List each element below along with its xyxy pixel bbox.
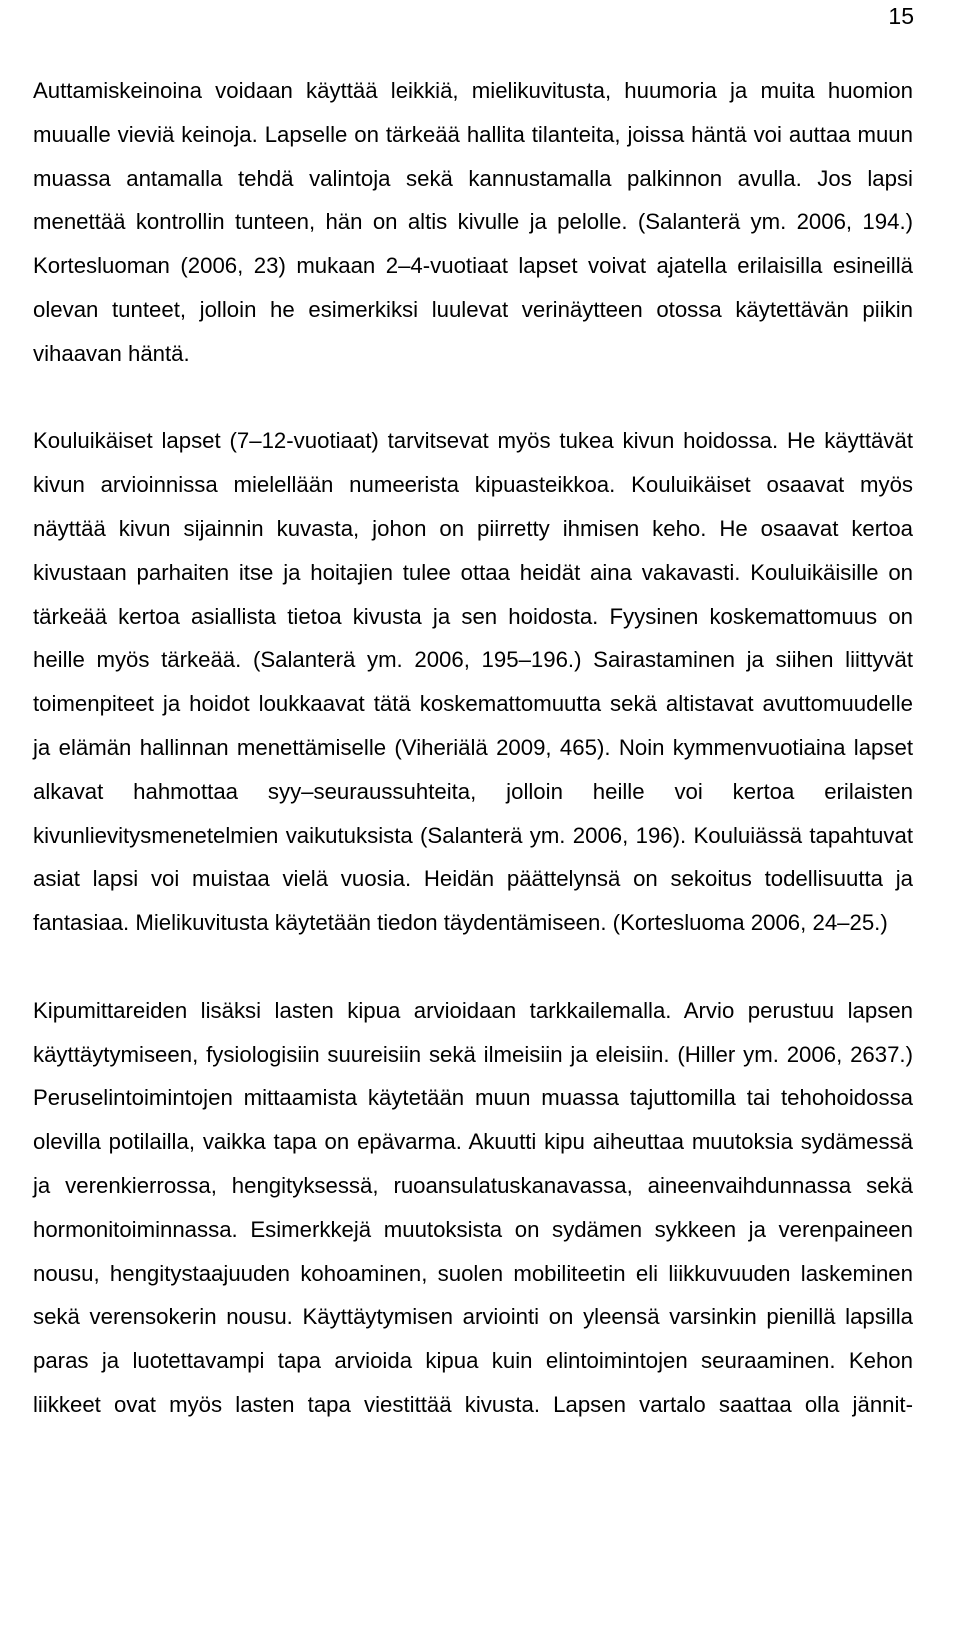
paragraph-gap	[33, 376, 913, 420]
paragraph-3: Kipumittareiden lisäksi lasten kipua arvioidaan tarkkailemalla. Arvio perustuu lapsen käyttäytymiseen, fysiologisiin suureisiin sekä ilmeisiin ja eleisiin. (Hiller ym. 2006, 2637.) Peruselintoimintojen mittaamista käytetään muun muassa tajuttomilla tai tehohoidossa olevilla potilailla, vaikka tapa on epävarma. Akuutti kipu aiheuttaa muutoksia sydämessä ja verenkierrossa, hengityksessä, ruoansulatuskanavassa, aineenvaihdunnassa sekä hormonitoiminnassa. Esimerkkejä muutoksista on sydämen sykkeen ja verenpaineen nousu, hengitystaajuuden kohoaminen, suolen mobiliteetin eli liikkuvuuden laskeminen sekä verensokerin nousu. Käyttäytymisen arviointi on yleensä varsinkin pienillä lapsilla paras ja luotettavampi tapa arvioida kipua kuin elintoimintojen seuraaminen. Kehon liikkeet ovat myös lasten tapa viestittää kivusta. Lapsen vartalo saattaa olla jännit-	[33, 997, 913, 1417]
paragraph-2: Kouluikäiset lapset (7–12-vuotiaat) tarvitsevat myös tukea kivun hoidossa. He käyttävät kivun arvioinnissa mielellään numeerista kipuasteikkoa. Kouluikäiset osaavat myös näyttää kivun sijainnin kuvasta, johon on piirretty ihmisen keho. He osaavat kertoa kivustaan parhaiten itse ja hoitajien tulee ottaa heidät aina vakavasti. Kouluikäisille on tärkeää kertoa asiallista tietoa kivusta ja sen hoidosta. Fyysinen koskemattomuus on heille myös tärkeää. (Salanterä ym. 2006, 195–196.) Sairastaminen ja siihen liittyvät toimenpiteet ja hoidot loukkaavat tätä koskemattomuutta sekä altistavat avuttomuudelle ja elämän hallinnan menettämiselle (Viheriälä 2009, 465). Noin kymmenvuotiaina lapset alkavat hahmottaa syy–seuraussuhteita, jolloin heille voi kertoa erilaisten kivunlievitysmenetelmien vaikutuksista (Salanterä ym. 2006, 196). Kouluiässä tapahtuvat asiat lapsi voi muistaa vielä vuosia. Heidän päättelynsä on sekoitus todellisuutta ja fantasiaa. Mielikuvitusta käytetään tiedon täydentämiseen. (Kortesluoma 2006, 24–25.)	[33, 428, 913, 936]
paragraph-1: Auttamiskeinoina voidaan käyttää leikkiä, mielikuvitusta, huumoria ja muita huomion muualle vieviä keinoja. Lapselle on tärkeää hallita tilanteita, joissa häntä voi auttaa muun muassa antamalla tehdä valintoja sekä kannustamalla palkinnon avulla. Jos lapsi menettää kontrollin tunteen, hän on altis kivulle ja pelolle. (Salanterä ym. 2006, 194.) Kortesluoman (2006, 23) mukaan 2–4-vuotiaat lapset voivat ajatella erilaisilla esineillä olevan tunteet, jolloin he esimerkiksi luulevat verinäytteen otossa käytettävän piikin vihaavan häntä.	[33, 78, 913, 366]
page-number: 15	[888, 3, 914, 29]
document-body	[33, 69, 913, 1427]
paragraph-gap	[33, 945, 913, 989]
